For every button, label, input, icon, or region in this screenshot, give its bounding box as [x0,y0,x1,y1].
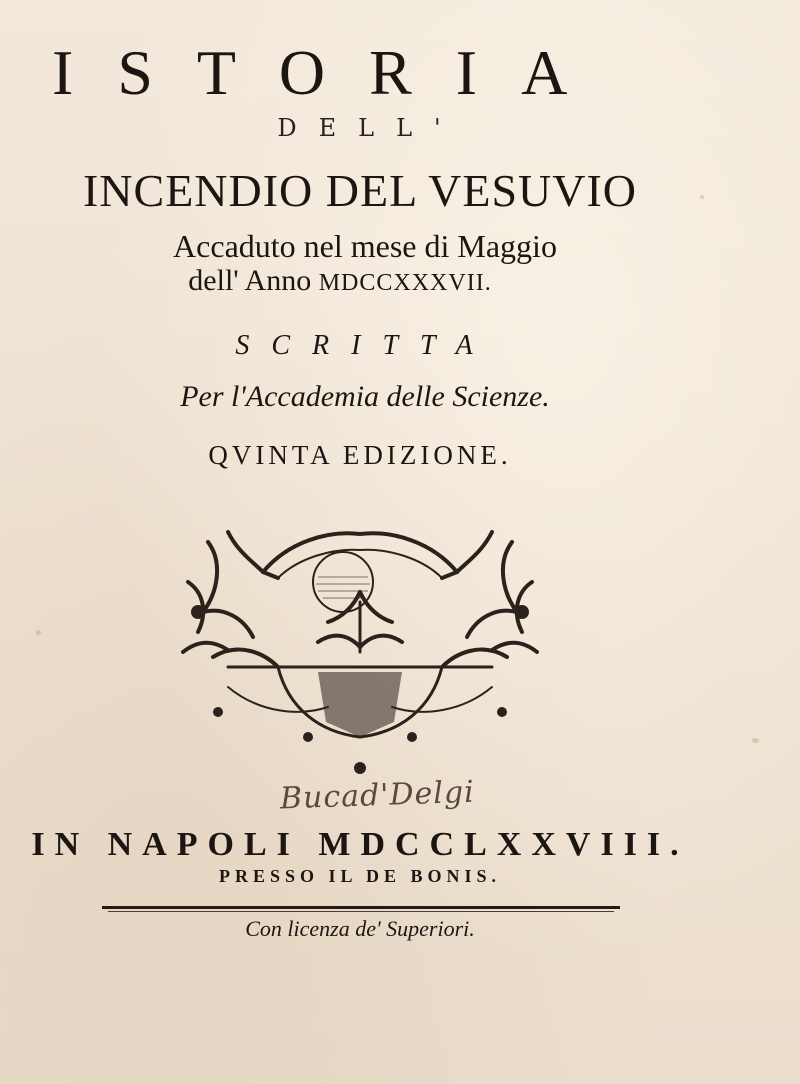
year-line [0,264,680,298]
imprint-license: Con licenza de' Superiori. [245,916,475,941]
woodcut-ornament-icon [168,522,552,784]
year-roman: MDCCXXXVII. [318,270,492,296]
title-istoria: ISTORIA [52,37,612,108]
academy-line: Per l'Accademia delle Scienze. [180,380,550,413]
title-subject: INCENDIO DEL VESUVIO [82,165,638,216]
year-prefix: dell' Anno [188,264,312,297]
foxing-spot [752,738,759,743]
ownership-signature: Bucad'Delgi [279,774,476,817]
foxing-spot [36,630,41,635]
imprint-rule [102,906,620,909]
title-dell: DELL' [277,114,463,142]
edition-label: QVINTA EDIZIONE. [208,440,512,470]
imprint-city-year: IN NAPOLI MDCCLXXVIII. [31,826,689,863]
imprint-printer: PRESSO IL DE BONIS. [218,866,502,886]
occurred-line: Accaduto nel mese di Maggio [173,228,557,264]
imprint-rule-thin [108,911,614,912]
written-label: SCRITTA [235,330,495,361]
